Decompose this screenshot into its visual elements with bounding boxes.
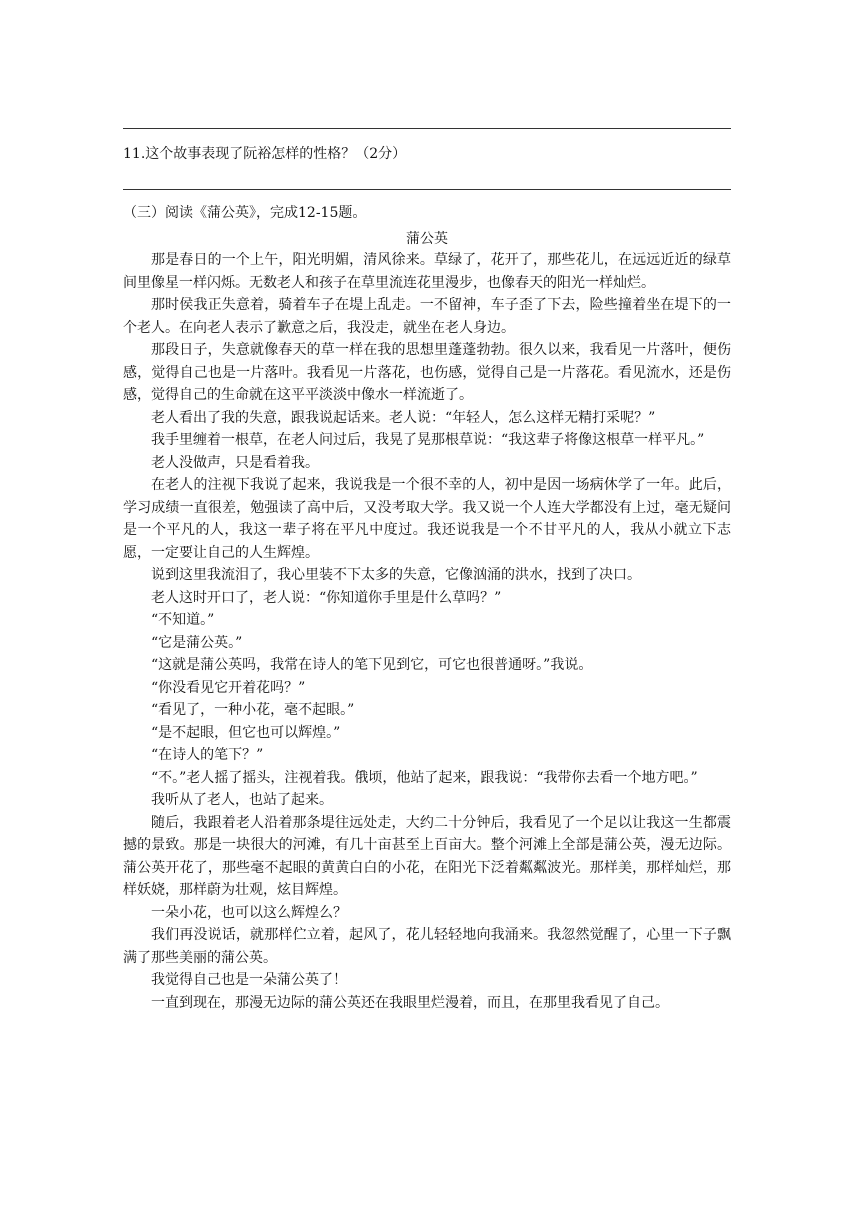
- paragraph: 一朵小花，也可以这么辉煌么？: [151, 904, 347, 921]
- paragraph: 我们再没说话，就那样伫立着，起风了，花儿轻轻地向我涌来。我忽然觉醒了，心里一下子飘满了那些美丽的蒲公英。: [123, 927, 731, 966]
- paragraph: 说到这里我流泪了，我心里装不下太多的失意，它像汹涌的洪水，找到了决口。: [151, 567, 641, 583]
- paragraph: “你没看见它开着花吗？”: [151, 679, 306, 696]
- paragraph: 那时侯我正失意着，骑着车子在堤上乱走。一不留神，车子歪了下去，险些撞着坐在堤下的一个老人。在向老人表示了歉意之后，我没走，就坐在老人身边。: [123, 297, 731, 336]
- paragraph: 老人这时开口了，老人说：“你知道你手里是什么草吗？”: [151, 589, 502, 606]
- question-11: 11.这个故事表现了阮裕怎样的性格？（2分）: [123, 146, 407, 162]
- paragraph: 我觉得自己也是一朵蒲公英了！: [151, 972, 347, 988]
- paragraph: “不知道。”: [151, 612, 215, 628]
- paragraph: 那段日子，失意就像春天的草一样在我的思想里蓬蓬勃勃。很久以来，我看见一片落叶，便伤感，觉得自己也是一片落叶。我看见一片落花，也伤感，觉得自己是一片落花。看见流水，还是伤感，觉得自己的生命就在这平平淡淡中像水一样流逝了。: [123, 342, 731, 403]
- answer-line: [123, 128, 731, 129]
- paragraph: “是不起眼，但它也可以辉煌。”: [151, 724, 341, 741]
- answer-line: [123, 189, 731, 190]
- paragraph: 我听从了老人，也站了起来。: [151, 792, 333, 808]
- article-title: 蒲公英: [406, 231, 448, 247]
- paragraph: 那是春日的一个上午，阳光明媚，清风徐来。草绿了，花开了，那些花儿，在远远近近的绿草间里像星一样闪烁。无数老人和孩子在草里流连花里漫步，也像春天的阳光一样灿烂。: [123, 252, 731, 291]
- paragraph: “在诗人的笔下？”: [151, 747, 264, 763]
- paragraph: “这就是蒲公英吗，我常在诗人的笔下见到它，可它也很普通呀。”我说。: [151, 657, 593, 673]
- section-title: （三）阅读《蒲公英》，完成12-15题。: [123, 205, 367, 221]
- paragraph: 老人看出了我的失意，跟我说起话来。老人说：“年轻人，怎么这样无精打采呢？”: [151, 409, 656, 426]
- paragraph: 老人没做声，只是看着我。: [151, 454, 319, 471]
- paragraph: 我手里缠着一根草，在老人问过后，我晃了晃那根草说：“我这辈子将像这根草一样平凡。”: [151, 432, 705, 448]
- paragraph: 一直到现在，那漫无边际的蒲公英还在我眼里烂漫着，而且，在那里我看见了自己。: [151, 994, 669, 1011]
- paragraph: 随后，我跟着老人沿着那条堤往远处走，大约二十分钟后，我看见了一个足以让我这一生都震撼的景致。那是一块很大的河滩，有几十亩甚至上百亩大。整个河滩上全部是蒲公英，漫无边际。蒲公英开花了，那些毫不起眼的黄黄白白的小花，在阳光下泛着粼粼波光。那样美，那样灿烂，那样妖娆，那样蔚为壮观，炫目辉煌。: [123, 814, 731, 898]
- paragraph: “不。”老人摇了摇头，注视着我。俄顷，他站了起来，跟我说：“我带你去看一个地方吧。”: [151, 769, 698, 786]
- paragraph: 在老人的注视下我说了起来，我说我是一个很不幸的人，初中是因一场病休学了一年。此后，学习成绩一直很差，勉强读了高中后，又没考取大学。我又说一个人连大学都没有上过，毫无疑问是一个平凡的人，我这一辈子将在平凡中度过。我还说我是一个不甘平凡的人，我从小就立下志愿，一定要让自己的人生辉煌。: [123, 477, 731, 561]
- article-body: [123, 249, 731, 1014]
- paragraph: “看见了，一种小花，毫不起眼。”: [151, 702, 355, 718]
- paragraph: “它是蒲公英。”: [151, 634, 243, 651]
